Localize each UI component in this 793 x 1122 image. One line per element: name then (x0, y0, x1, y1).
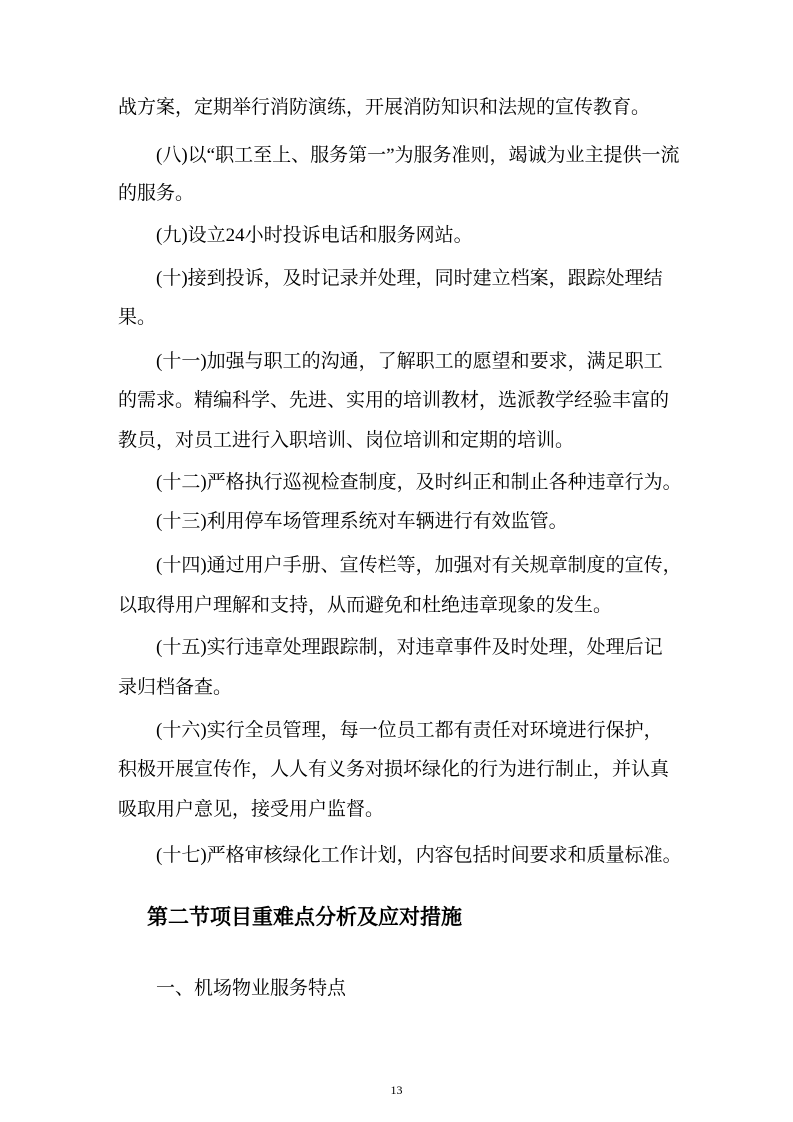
paragraph-line: (十四)通过用户手册、宣传栏等，加强对有关规章制度的宣传， (156, 555, 682, 576)
section-heading: 第二节项目重难点分析及应对措施 (147, 905, 462, 929)
paragraph-line: (十六)实行全员管理，每一位员工都有责任对环境进行保护， (156, 720, 663, 741)
paragraph-line: 积极开展宣传作，人人有义务对损坏绿化的行为进行制止，并认真 (118, 759, 670, 780)
paragraph-line: (十一)加强与职工的沟通，了解职工的愿望和要求，满足职工 (156, 351, 663, 372)
paragraph-line: (十二)严格执行巡视检查制度，及时纠正和制止各种违章行为。 (156, 472, 682, 493)
page-number: 13 (390, 1083, 403, 1097)
paragraph-line: 以取得用户理解和支持，从而避免和杜绝违章现象的发生。 (118, 595, 613, 616)
paragraph-line: 吸取用户意见，接受用户监督。 (118, 799, 385, 820)
paragraph-line: (十七)严格审核绿化工作计划，内容包括时间要求和质量标准。 (156, 845, 682, 866)
paragraph-line: (十三)利用停车场管理系统对车辆进行有效监管。 (156, 511, 568, 532)
paragraph-line: (八)以“职工至上、服务第一”为服务准则，竭诚为业主提供一流 (156, 145, 680, 166)
paragraph-line: (九)设立24小时投诉电话和服务网站。 (156, 225, 473, 246)
subsection-heading: 一、机场物业服务特点 (156, 978, 347, 999)
paragraph-line: 的需求。精编科学、先进、实用的培训教材，选派教学经验丰富的 (118, 390, 670, 411)
paragraph-line: 果。 (118, 307, 157, 328)
paragraph-line: (十五)实行违章处理跟踪制，对违章事件及时处理，处理后记 (156, 637, 663, 658)
paragraph-line: 战方案，定期举行消防演练，开展消防知识和法规的宣传教育。 (118, 97, 651, 118)
paragraph-line: 录归档备查。 (118, 677, 233, 698)
paragraph-line: (十)接到投诉，及时记录并处理，同时建立档案，跟踪处理结 (156, 268, 663, 289)
paragraph-line: 教员，对员工进行入职培训、岗位培训和定期的培训。 (118, 430, 575, 451)
paragraph-line: 的服务。 (118, 183, 195, 204)
